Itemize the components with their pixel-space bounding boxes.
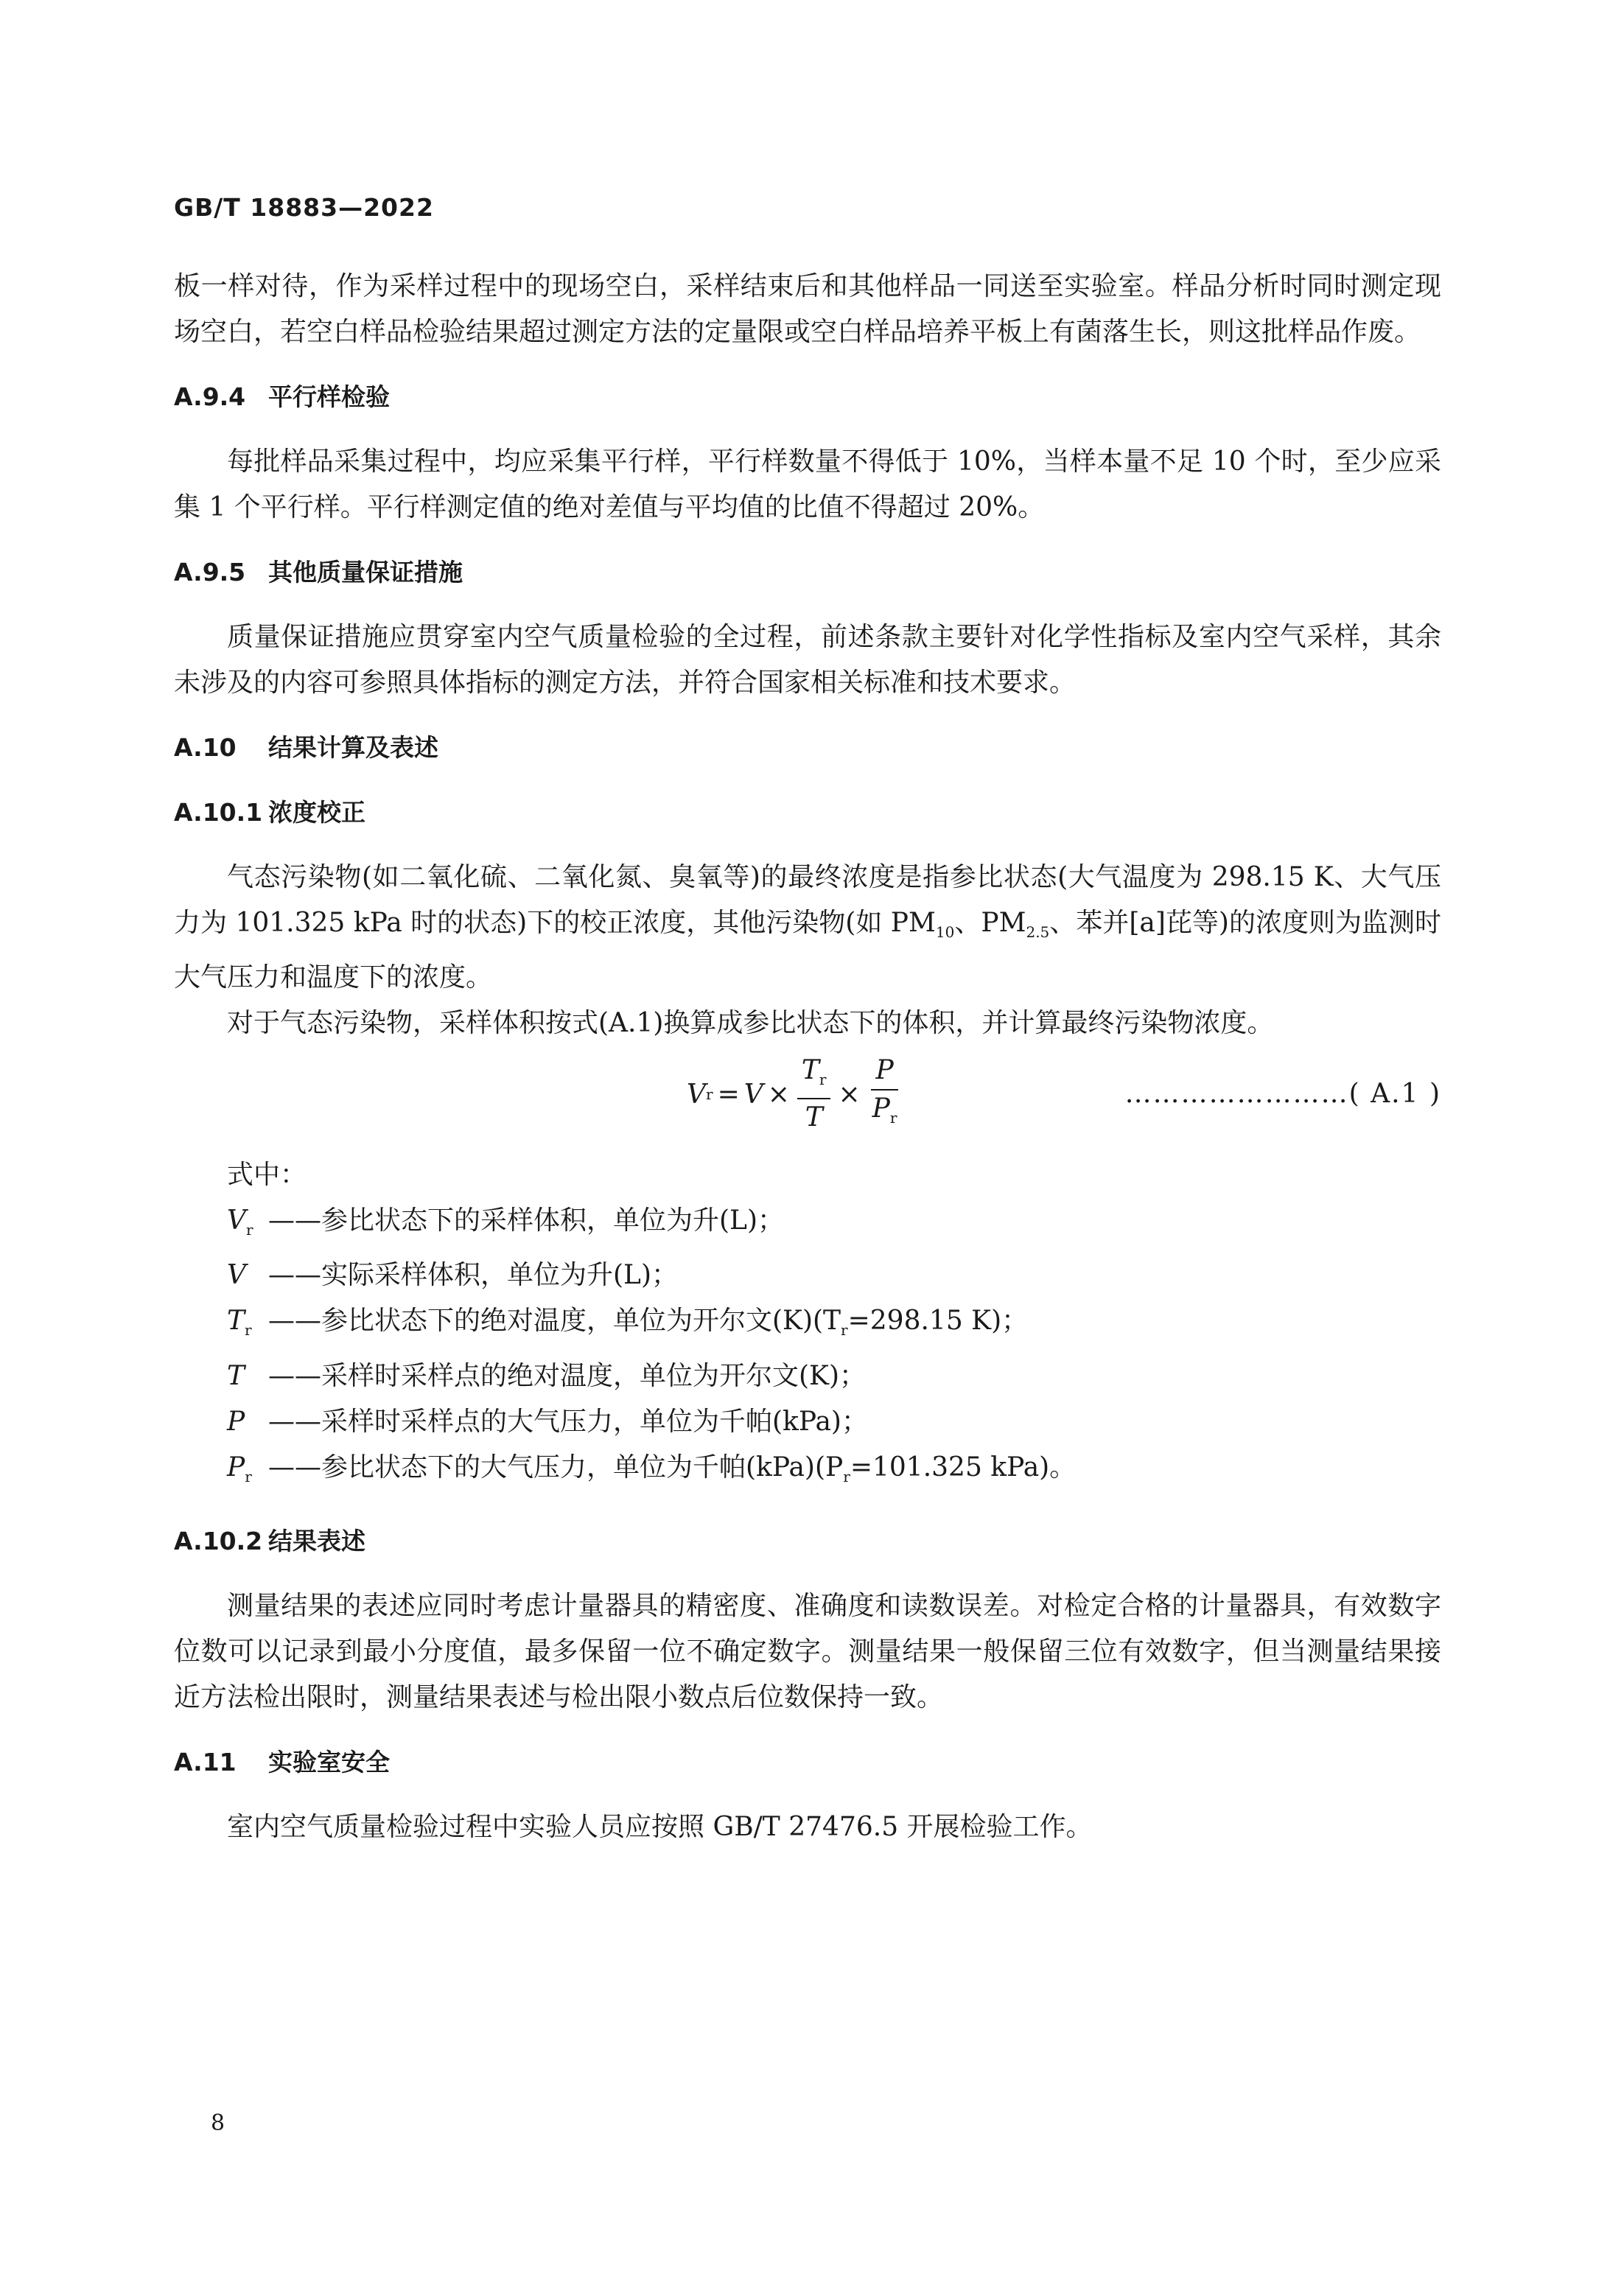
section-title: 结果表述 (268, 1526, 365, 1555)
section-title: 实验室安全 (268, 1747, 390, 1776)
page-body (174, 264, 1441, 1869)
paragraph-a102: 测量结果的表述应同时考虑计量器具的精密度、准确度和读数误差。对检定合格的计量器具，有效数字位数可以记录到最小分度值，最多保留一位不确定数字。测量结果一般保留三位有效数字，但当测量结果接近方法检出限时，测量结果表述与检出限小数点后位数保持一致。 (174, 1590, 1441, 1712)
section-number: A.9.4 (174, 382, 246, 411)
variable-item: $T_r$ ——参比状态下的绝对温度，单位为开尔文$(K)(T_r=298.15$ K)； (227, 1306, 1029, 1340)
formula-a1 (174, 1046, 1441, 1142)
section-number: A.10.2 (174, 1526, 263, 1555)
fraction-temperature: $\frac{T_r}{T}$ (797, 1052, 831, 1136)
where-label: 式中： (227, 1160, 307, 1191)
variable-list (174, 1198, 1441, 1499)
variable-item: P ——采样时采样点的大气压力，单位为千帕(kPa)； (227, 1406, 868, 1437)
variable-item: V ——实际采样体积，单位为升(L)； (227, 1260, 678, 1291)
equation-number: ……………………( A.1 ) (1124, 1079, 1441, 1110)
page-number: 8 (211, 2110, 225, 2136)
section-title: 结果计算及表述 (268, 733, 438, 762)
paragraph-a94: 每批样品采集过程中，均应采集平行样，平行样数量不得低于 10%，当样本量不足 10 个时，至少应采集 1 个平行样。平行样测定值的绝对差值与平均值的比值不得超过 20%。 (174, 447, 1441, 522)
paragraph-a101-1: 气态污染物(如二氧化硫、二氧化氮、臭氧等)的最终浓度是指参比状态(大气温度为 298.15 K、大气压力为 101.325 kPa 时的状态)下的校正浓度，其他污染物(如 $PM_{10}$、$PM_{2.5}$、苯并[a]芘等)的浓度则为监测时大气压力和温度下的浓度。 (174, 862, 1441, 993)
heading-a101 (174, 790, 1441, 836)
variable-item: $V_r$ ——参比状态下的采样体积，单位为升(L)； (227, 1205, 784, 1239)
heading-a95 (174, 550, 1441, 595)
heading-a11 (174, 1740, 1441, 1785)
heading-a102 (174, 1519, 1441, 1564)
variable-item: T ——采样时采样点的绝对温度，单位为开尔文(K)； (227, 1360, 866, 1391)
standard-id: GB/T 18883—2022 (174, 193, 434, 222)
section-title: 其他质量保证措施 (268, 558, 463, 587)
formula-expression: V r = V × $\frac{T_r}{T}$ × $\frac{P}{P_r}$ (687, 1051, 904, 1138)
paragraph-a11: 室内空气质量检验过程中实验人员应按照 GB/T 27476.5 开展检验工作。 (227, 1811, 1093, 1842)
paragraph-a101-2: 对于气态污染物，采样体积按式(A.1)换算成参比状态下的体积，并计算最终污染物浓度。 (227, 1008, 1274, 1039)
fraction-pressure: $\frac{P}{P_r}$ (868, 1052, 902, 1136)
variable-item: $P_r$ ——参比状态下的大气压力，单位为千帕$(kPa)(P_r=101.325$ kPa)。 (227, 1452, 1077, 1485)
heading-a94 (174, 374, 1441, 420)
section-number: A.10.1 (174, 798, 263, 827)
paragraph-a95: 质量保证措施应贯穿室内空气质量检验的全过程，前述条款主要针对化学性指标及室内空气采样，其余未涉及的内容可参照具体指标的测定方法，并符合国家相关标准和技术要求。 (174, 622, 1441, 698)
section-number: A.10 (174, 733, 237, 762)
section-title: 浓度校正 (268, 798, 365, 827)
intro-paragraph: 板一样对待，作为采样过程中的现场空白，采样结束后和其他样品一同送至实验室。样品分析时同时测定现场空白，若空白样品检验结果超过测定方法的定量限或空白样品培养平板上有菌落生长，则这批样品作废。 (174, 271, 1441, 347)
section-number: A.11 (174, 1747, 237, 1776)
section-number: A.9.5 (174, 558, 246, 587)
heading-a10 (174, 725, 1441, 771)
section-title: 平行样检验 (268, 382, 390, 411)
